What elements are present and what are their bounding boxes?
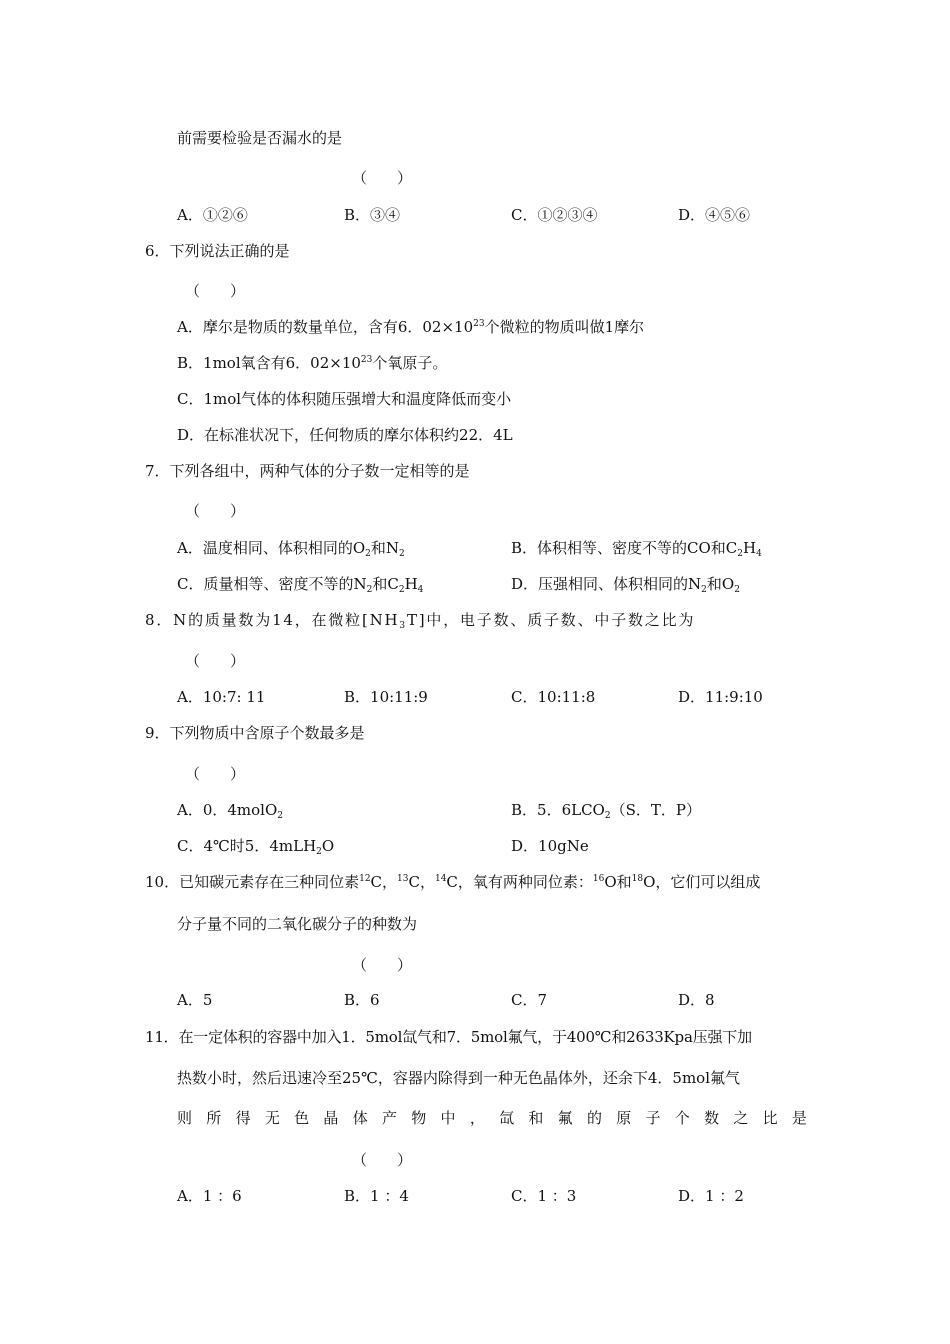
- q9-option-b: B．5．$6LCO_2(S$．T．P）: [511, 801, 701, 821]
- q11-line3-char: 原: [616, 1109, 632, 1127]
- q11-line3-char: 色: [294, 1109, 310, 1127]
- q10-answer-paren: （ ）: [352, 956, 413, 974]
- q9-option-c: C．4℃时5．4mLH$_2$O: [177, 837, 335, 857]
- q11-line3-char: 无: [264, 1109, 280, 1127]
- q11-line3-char: 得: [235, 1109, 251, 1127]
- q9-option-d: D．10gNe: [511, 837, 589, 855]
- q11-option-b: B．1 ：4: [344, 1187, 409, 1205]
- q10-option-c: C．7: [511, 991, 548, 1009]
- q6-answer-paren: （ ）: [185, 282, 246, 300]
- q11-line3-char: 之: [733, 1109, 749, 1127]
- q7-answer-paren: （ ）: [185, 502, 246, 520]
- q11-stem-line-3: [177, 1108, 807, 1128]
- q8-option-d: D．11:9:10: [678, 688, 763, 706]
- q7-stem: 7．下列各组中，两种气体的分子数一定相等的是: [145, 462, 470, 480]
- q8-option-a: A．10:7: 11: [177, 688, 266, 706]
- q5-continuation: 前需要检验是否漏水的是: [177, 129, 343, 147]
- q11-line3-char: 所: [206, 1109, 222, 1127]
- q5-option-b: B．③④: [344, 206, 401, 224]
- q10-option-d: D．8: [678, 991, 715, 1009]
- q5-option-d: D．④⑤⑥: [678, 206, 751, 224]
- q11-line3-char: 个: [674, 1109, 690, 1127]
- q10-stem: 10．已知碳元素存在三种同位素$^{12}$C，$^{13}$C，$^{14}$C，氧有两种同位素：$^{16}$O和$^{18}$O，它们可以组成: [145, 873, 761, 891]
- q11-line3-char: 产: [381, 1109, 397, 1127]
- q5-option-a: A．①②⑥: [177, 206, 248, 224]
- q10-option-a: A．5: [177, 991, 213, 1009]
- q11-line3-char: 物: [411, 1109, 427, 1127]
- q11-line3-char: 的: [586, 1109, 602, 1127]
- q11-option-a: A．1 ：6: [177, 1187, 242, 1205]
- q6-option-b: B．1mol氧含有6．$02\times 10^{23}$个氧原子。: [177, 354, 448, 372]
- q11-line3-char: 则: [177, 1109, 193, 1127]
- q11-line3-char: 氙: [499, 1109, 515, 1127]
- q5-answer-paren: （ ）: [352, 169, 413, 187]
- q6-option-d: D．在标准状况下，任何物质的摩尔体积约22．4L: [177, 426, 513, 444]
- q8-answer-paren: （ ）: [185, 652, 246, 670]
- q11-line3-char: 是: [791, 1109, 807, 1127]
- q11-line3-char: 晶: [323, 1109, 339, 1127]
- q7-option-d: D．压强相同、体积相同的$N_2$和$O_2$: [511, 575, 740, 595]
- q11-line3-char: 数: [704, 1109, 720, 1127]
- q11-option-d: D．1 ：2: [678, 1187, 744, 1205]
- q6-option-c: C．1mol气体的体积随压强增大和温度降低而变小: [177, 390, 512, 408]
- q9-stem: 9．下列物质中含原子个数最多是: [145, 724, 365, 742]
- q11-stem-line-1: 11．在一定体积的容器中加入1．5mol氙气和7．5mol氟气，于400℃和2633Kpa压强下加: [145, 1028, 752, 1046]
- q11-line3-char: 体: [352, 1109, 368, 1127]
- q8-stem: 8．N的质量数为14，在微粒$[NH_3T]$中，电子数、质子数、中子数之比为: [145, 611, 696, 631]
- q8-option-c: C．10:11:8: [511, 688, 596, 706]
- q11-line3-char: 子: [645, 1109, 661, 1127]
- q11-line3-char: 和: [528, 1109, 544, 1127]
- q11-line3-char: 比: [762, 1109, 778, 1127]
- q11-line3-char: ，: [469, 1109, 485, 1127]
- q11-answer-paren: （ ）: [352, 1151, 413, 1169]
- q7-option-b: B．体积相等、密度不等的CO和$C_2H_4$: [511, 539, 762, 559]
- q9-option-a: A．0．4molO$_2$: [177, 801, 284, 821]
- q5-option-c: C．①②③④: [511, 206, 598, 224]
- q6-stem: 6．下列说法正确的是: [145, 242, 290, 260]
- q11-line3-char: 中: [440, 1109, 456, 1127]
- q10-continuation: 分子量不同的二氧化碳分子的种数为: [177, 915, 418, 933]
- q10-option-b: B．6: [344, 991, 380, 1009]
- q9-answer-paren: （ ）: [185, 765, 246, 783]
- q7-option-c: C．质量相等、密度不等的$N_2$和$C_2H_4$: [177, 575, 424, 595]
- q11-option-c: C．1 ：3: [511, 1187, 577, 1205]
- q8-option-b: B．10:11:9: [344, 688, 428, 706]
- q11-line3-char: 氟: [557, 1109, 573, 1127]
- q11-stem-line-2: 热数小时，然后迅速冷至25℃，容器内除得到一种无色晶体外，还余下4．5mol氟气: [177, 1069, 741, 1087]
- q7-option-a: A．温度相同、体积相同的$O_2$和$N_2$: [177, 539, 405, 559]
- q6-option-a: A．摩尔是物质的数量单位，含有6．$02\times 10^{23}$个微粒的物质叫做1摩尔: [177, 318, 645, 336]
